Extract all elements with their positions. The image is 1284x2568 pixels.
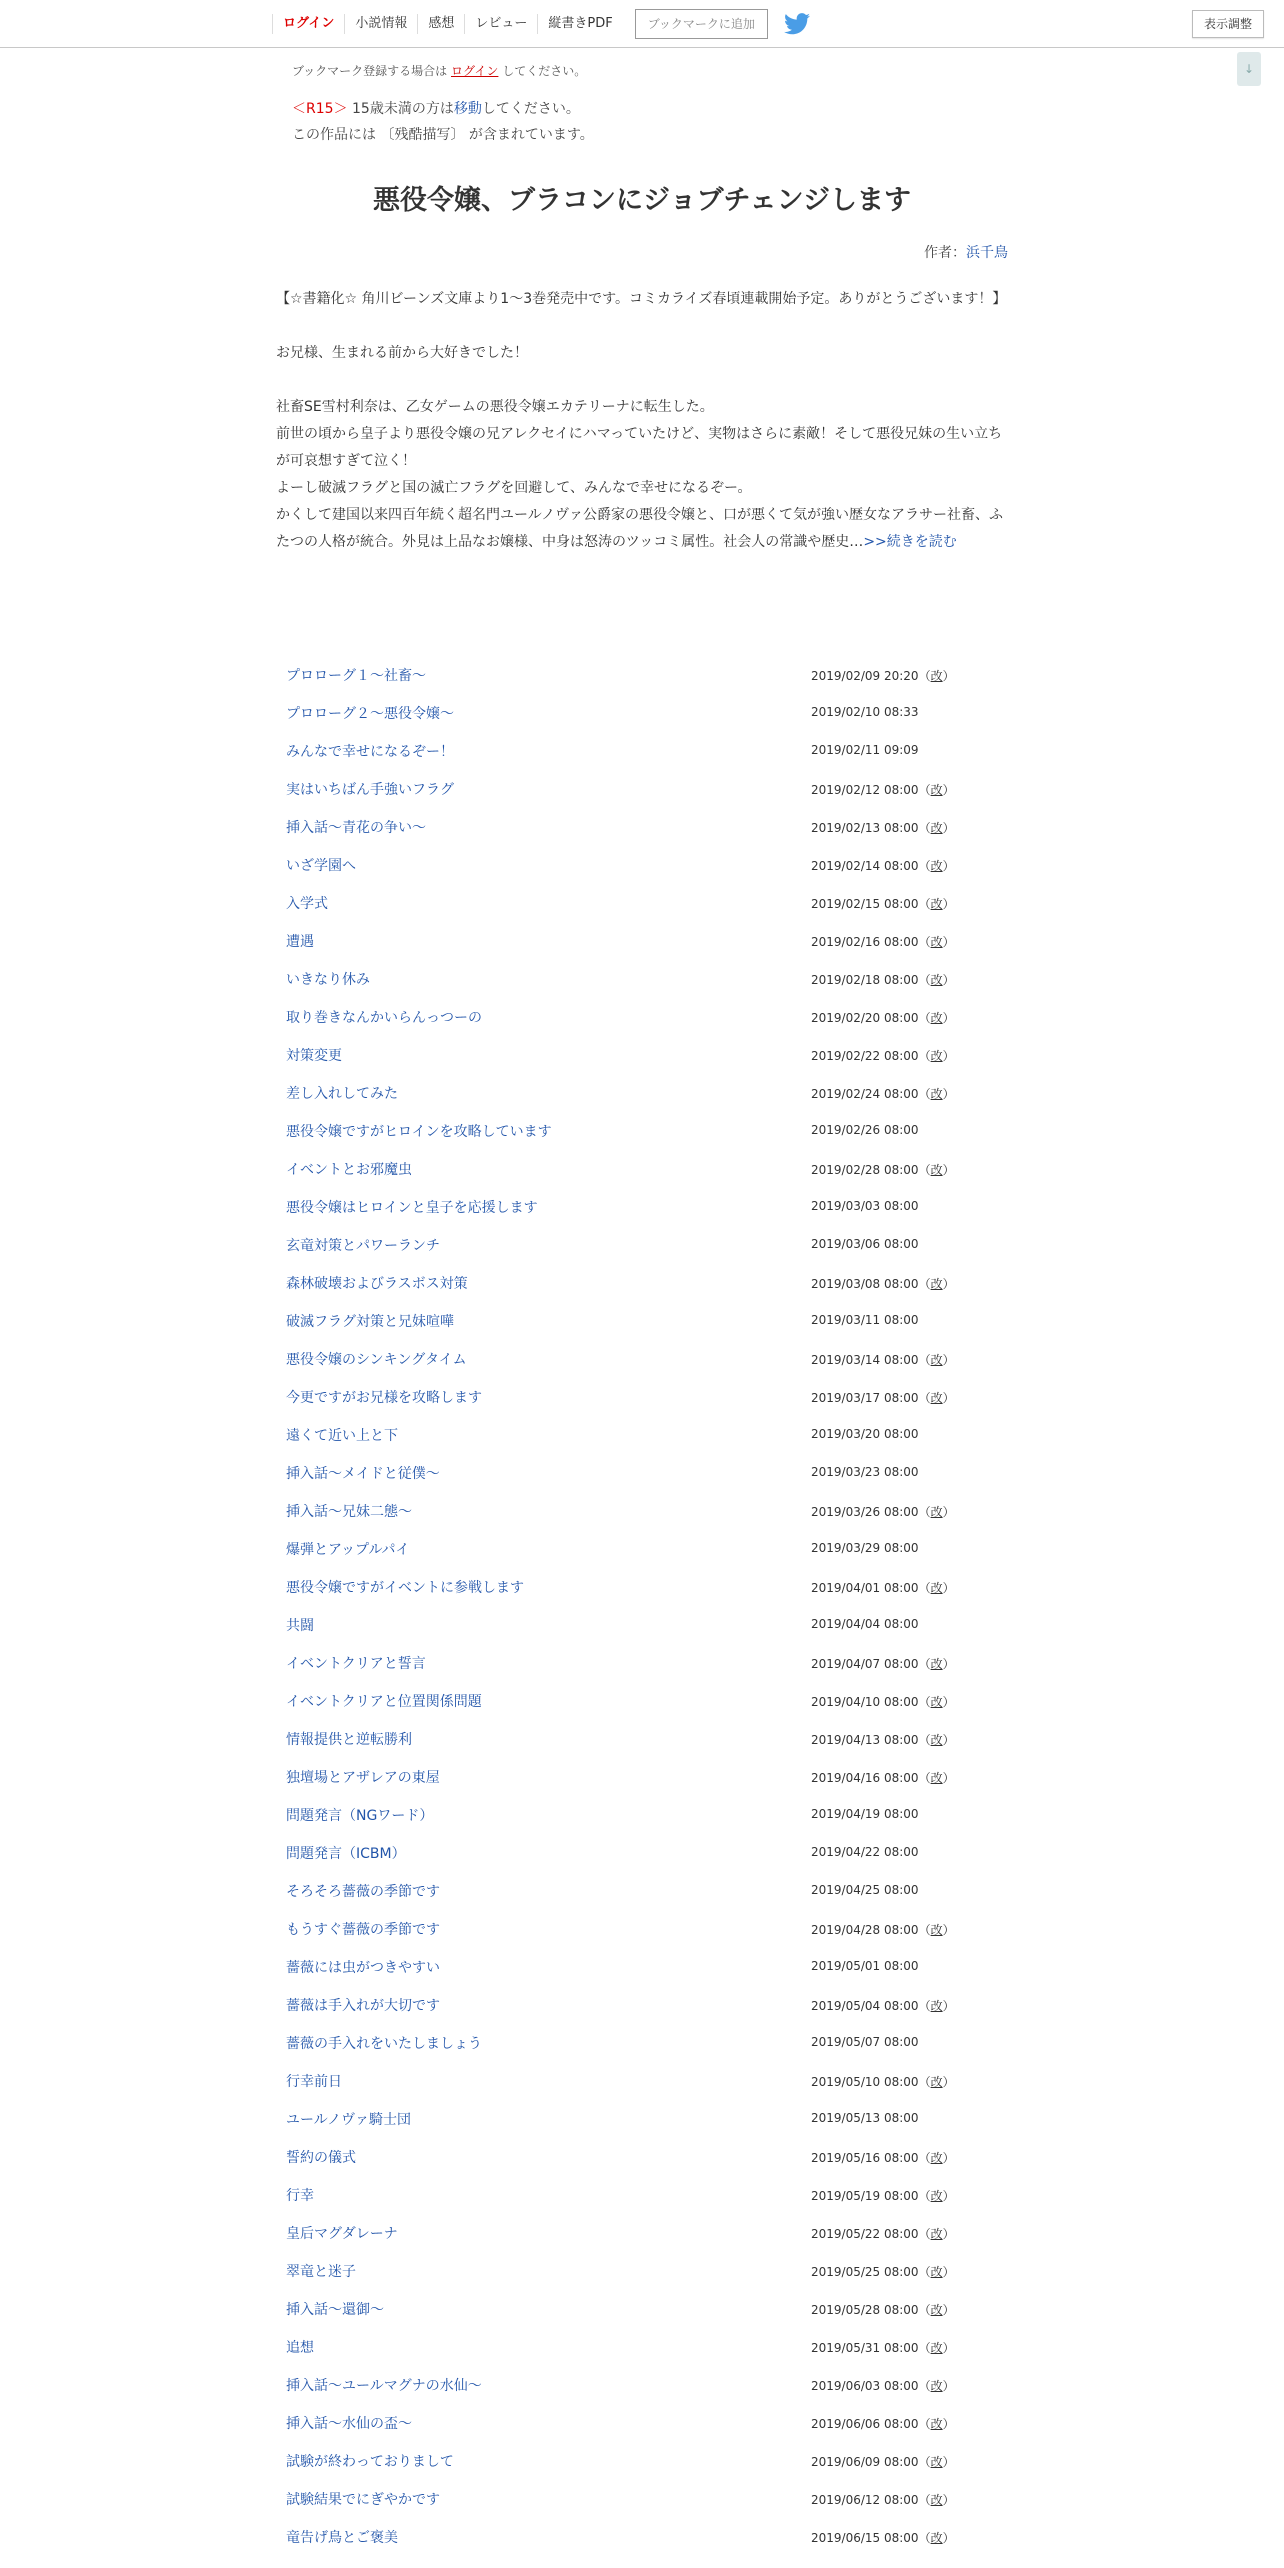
chapter-link[interactable]: 問題発言（ICBM） bbox=[286, 1846, 406, 1862]
chapter-row bbox=[276, 2413, 1008, 2451]
post-date: 2019/02/24 08:00 bbox=[811, 1087, 919, 1101]
author-line bbox=[700, 242, 1008, 262]
revision-link[interactable]: 改 bbox=[930, 2265, 943, 2279]
chapter-date bbox=[811, 1959, 919, 1973]
revision-link[interactable]: 改 bbox=[930, 669, 943, 683]
r15-text: 15歳未満の方は bbox=[352, 101, 454, 117]
chapter-date: 2019/04/01 08:00（改） bbox=[811, 1581, 955, 1595]
post-date: 2019/04/16 08:00 bbox=[811, 1771, 919, 1785]
chapter-date bbox=[811, 1199, 919, 1213]
revision-link[interactable]: 改 bbox=[930, 1581, 943, 1595]
chapter-row bbox=[276, 1121, 1008, 1159]
revision-link[interactable]: 改 bbox=[930, 1277, 943, 1291]
chapter-link[interactable]: イベントとお邪魔虫 bbox=[286, 1162, 412, 1178]
chapter-row bbox=[276, 1691, 1008, 1729]
post-date: 2019/03/14 08:00 bbox=[811, 1353, 919, 1367]
chapter-link[interactable]: 追想 bbox=[286, 2340, 314, 2356]
post-date: 2019/05/13 08:00 bbox=[811, 2111, 919, 2125]
chapter-date: 2019/06/09 08:00（改） bbox=[811, 2455, 955, 2469]
chapter-date: 2019/06/15 08:00（改） bbox=[811, 2531, 955, 2545]
post-date: 2019/05/22 08:00 bbox=[811, 2227, 919, 2241]
chapter-link[interactable]: 爆弾とアップルパイ bbox=[286, 1542, 410, 1558]
post-date: 2019/02/11 09:09 bbox=[811, 743, 919, 757]
chapter-link[interactable]: 独壇場とアザレアの東屋 bbox=[286, 1770, 440, 1786]
post-date: 2019/03/20 08:00 bbox=[811, 1427, 919, 1441]
revision-link[interactable]: 改 bbox=[930, 897, 943, 911]
chapter-row bbox=[276, 1007, 1008, 1045]
chapter-date: 2019/02/24 08:00（改） bbox=[811, 1087, 955, 1101]
nav-review-link[interactable]: レビュー bbox=[464, 14, 537, 34]
add-bookmark-button[interactable]: ブックマークに追加 bbox=[635, 9, 768, 39]
chapter-row bbox=[276, 1615, 1008, 1653]
chapter-date bbox=[811, 1883, 919, 1897]
synopsis-tagline: お兄様、生まれる前から大好きでした！ bbox=[276, 345, 528, 361]
chapter-row bbox=[276, 2375, 1008, 2413]
chapter-link[interactable]: いざ学園へ bbox=[286, 858, 356, 874]
revision-link[interactable]: 改 bbox=[930, 2151, 943, 2165]
post-date: 2019/04/01 08:00 bbox=[811, 1581, 919, 1595]
chapter-date: 2019/04/13 08:00（改） bbox=[811, 1733, 955, 1747]
chapter-row bbox=[276, 703, 1008, 741]
chapter-link[interactable]: 悪役令嬢はヒロインと皇子を応援します bbox=[286, 1200, 538, 1216]
chapter-link[interactable]: 誓約の儀式 bbox=[286, 2150, 356, 2166]
chapter-link[interactable]: 今更ですがお兄様を攻略します bbox=[286, 1390, 482, 1406]
chapter-row bbox=[276, 1235, 1008, 1273]
post-date: 2019/02/22 08:00 bbox=[811, 1049, 919, 1063]
chapter-date: 2019/05/22 08:00（改） bbox=[811, 2227, 955, 2241]
chapter-link[interactable]: もうすぐ薔薇の季節です bbox=[286, 1922, 440, 1938]
chapter-date bbox=[811, 1427, 919, 1441]
revision-link[interactable]: 改 bbox=[930, 1657, 943, 1671]
chapter-date: 2019/02/22 08:00（改） bbox=[811, 1049, 955, 1063]
chapter-date: 2019/04/10 08:00（改） bbox=[811, 1695, 955, 1709]
r15-move-link[interactable]: 移動 bbox=[453, 101, 482, 117]
synopsis-line bbox=[276, 502, 1008, 556]
post-date: 2019/02/16 08:00 bbox=[811, 935, 919, 949]
chapter-link[interactable]: 薔薇は手入れが大切です bbox=[286, 1998, 440, 2014]
chapter-link[interactable]: 森林破壊およびラスボス対策 bbox=[286, 1276, 468, 1292]
chapter-link[interactable]: 挿入話〜還御〜 bbox=[286, 2302, 384, 2318]
chapter-row bbox=[276, 1843, 1008, 1881]
chapter-link[interactable]: 対策変更 bbox=[286, 1048, 342, 1064]
chapter-link[interactable]: 問題発言（NGワード） bbox=[286, 1808, 434, 1824]
chapter-date bbox=[811, 1237, 919, 1251]
chapter-date: 2019/05/31 08:00（改） bbox=[811, 2341, 955, 2355]
chapter-date: 2019/02/14 08:00（改） bbox=[811, 859, 955, 873]
novel-title: 悪役令嬢、ブラコンにジョブチェンジします bbox=[373, 185, 911, 216]
post-date: 2019/06/06 08:00 bbox=[811, 2417, 919, 2431]
chapter-link[interactable]: 薔薇には虫がつきやすい bbox=[286, 1960, 440, 1976]
author-label: 作者： bbox=[924, 245, 966, 261]
chapter-row bbox=[276, 1083, 1008, 1121]
revision-link[interactable]: 改 bbox=[930, 1771, 943, 1785]
chapter-row bbox=[276, 2337, 1008, 2375]
chapter-row bbox=[276, 1881, 1008, 1919]
post-date: 2019/04/19 08:00 bbox=[811, 1807, 919, 1821]
post-date: 2019/03/29 08:00 bbox=[811, 1541, 919, 1555]
revision-link[interactable]: 改 bbox=[930, 2303, 943, 2317]
read-more-link[interactable]: >>続きを読む bbox=[863, 534, 957, 550]
post-date: 2019/03/23 08:00 bbox=[811, 1465, 919, 1479]
chapter-date: 2019/02/13 08:00（改） bbox=[811, 821, 955, 835]
chapter-date: 2019/03/17 08:00（改） bbox=[811, 1391, 955, 1405]
chapter-link[interactable]: みんなで幸せになるぞー！ bbox=[286, 744, 454, 760]
chapter-row bbox=[276, 1197, 1008, 1235]
chapter-date bbox=[811, 1465, 919, 1479]
chapter-row bbox=[276, 1311, 1008, 1349]
chapter-link[interactable]: 挿入話〜青花の争い〜 bbox=[286, 820, 426, 836]
revision-link[interactable]: 改 bbox=[930, 2189, 943, 2203]
chapter-link[interactable]: 差し入れしてみた bbox=[286, 1086, 398, 1102]
chapter-row bbox=[276, 2185, 1008, 2223]
chapter-link[interactable]: 挿入話～ユールマグナの水仙～ bbox=[286, 2378, 482, 2394]
chapter-row bbox=[276, 931, 1008, 969]
nav-vertical-pdf-link[interactable]: 縦書きPDF bbox=[537, 14, 622, 34]
chapter-date: 2019/02/09 20:20（改） bbox=[811, 669, 955, 683]
chapter-date: 2019/04/16 08:00（改） bbox=[811, 1771, 955, 1785]
synopsis-line: よーし破滅フラグと国の滅亡フラグを回避して、みんなで幸せになるぞー。 bbox=[276, 480, 752, 496]
revision-link[interactable]: 改 bbox=[930, 1391, 943, 1405]
chapter-row bbox=[276, 1653, 1008, 1691]
post-date: 2019/04/28 08:00 bbox=[811, 1923, 919, 1937]
chapter-link[interactable]: 試験結果でにぎやかです bbox=[286, 2492, 440, 2508]
chapter-date: 2019/05/04 08:00（改） bbox=[811, 1999, 955, 2013]
chapter-link[interactable]: 行幸前日 bbox=[286, 2074, 342, 2090]
revision-link[interactable]: 改 bbox=[930, 1353, 943, 1367]
post-date: 2019/04/07 08:00 bbox=[811, 1657, 919, 1671]
chapter-link[interactable]: 竜告げ鳥とご褒美 bbox=[286, 2530, 398, 2546]
chapter-row bbox=[276, 1045, 1008, 1083]
chapter-date bbox=[811, 2111, 919, 2125]
chapter-date bbox=[811, 1807, 919, 1821]
post-date: 2019/02/14 08:00 bbox=[811, 859, 919, 873]
revision-link[interactable]: 改 bbox=[930, 2493, 943, 2507]
post-date: 2019/03/08 08:00 bbox=[811, 1277, 919, 1291]
chapter-row bbox=[276, 2451, 1008, 2489]
post-date: 2019/04/13 08:00 bbox=[811, 1733, 919, 1747]
chapter-row bbox=[276, 1539, 1008, 1577]
chapter-row bbox=[276, 2527, 1008, 2565]
chapter-row bbox=[276, 2261, 1008, 2299]
chapter-link[interactable]: 試験が終わっておりまして bbox=[286, 2454, 454, 2470]
revision-link[interactable]: 改 bbox=[930, 1087, 943, 1101]
post-date: 2019/02/09 20:20 bbox=[811, 669, 919, 683]
revision-link[interactable]: 改 bbox=[930, 1695, 943, 1709]
post-date: 2019/05/19 08:00 bbox=[811, 2189, 919, 2203]
revision-link[interactable]: 改 bbox=[930, 935, 943, 949]
post-date: 2019/05/07 08:00 bbox=[811, 2035, 919, 2049]
chapter-link[interactable]: 実はいちばん手強いフラグ bbox=[286, 782, 454, 798]
chapter-date: 2019/03/08 08:00（改） bbox=[811, 1277, 955, 1291]
synopsis-line: 社畜SE雪村利奈は、乙女ゲームの悪役令嬢エカテリーナに転生した。 bbox=[276, 399, 714, 415]
notice-suffix: してください。 bbox=[502, 64, 587, 78]
revision-link[interactable]: 改 bbox=[930, 1011, 943, 1025]
chapter-row bbox=[276, 2033, 1008, 2071]
chapter-date: 2019/06/12 08:00（改） bbox=[811, 2493, 955, 2507]
chapter-row bbox=[276, 779, 1008, 817]
bookmark-login-notice bbox=[292, 62, 586, 79]
chapter-row bbox=[276, 1273, 1008, 1311]
post-date: 2019/04/25 08:00 bbox=[811, 1883, 919, 1897]
revision-link[interactable]: 改 bbox=[930, 2227, 943, 2241]
chapter-date bbox=[811, 1617, 919, 1631]
chapter-row bbox=[276, 1387, 1008, 1425]
r15-tag: ＜R15＞ bbox=[292, 101, 348, 117]
chapter-link[interactable]: 挿入話〜兄妹二態〜 bbox=[286, 1504, 412, 1520]
chapter-row bbox=[276, 1957, 1008, 1995]
post-date: 2019/06/12 08:00 bbox=[811, 2493, 919, 2507]
chapter-date: 2019/06/06 08:00（改） bbox=[811, 2417, 955, 2431]
post-date: 2019/03/11 08:00 bbox=[811, 1313, 919, 1327]
revision-link[interactable]: 改 bbox=[930, 2531, 943, 2545]
chapter-date: 2019/05/25 08:00（改） bbox=[811, 2265, 955, 2279]
post-date: 2019/03/26 08:00 bbox=[811, 1505, 919, 1519]
chapter-row bbox=[276, 1805, 1008, 1843]
synopsis-line: 前世の頃から皇子より悪役令嬢の兄アレクセイにハマっていたけど、実物はさらに素敵！そして悪役兄妹の生い立ちが可哀想すぎて泣く！ bbox=[276, 426, 1003, 469]
chapter-row bbox=[276, 1425, 1008, 1463]
chapter-date: 2019/02/16 08:00（改） bbox=[811, 935, 955, 949]
chapter-row bbox=[276, 1159, 1008, 1197]
chapter-row bbox=[276, 1729, 1008, 1767]
revision-link[interactable]: 改 bbox=[930, 2455, 943, 2469]
post-date: 2019/03/17 08:00 bbox=[811, 1391, 919, 1405]
chapter-row bbox=[276, 2223, 1008, 2261]
chapter-date bbox=[811, 1845, 919, 1859]
chapter-row bbox=[276, 2109, 1008, 2147]
chapter-row bbox=[276, 2489, 1008, 2527]
top-header bbox=[0, 0, 1284, 48]
revision-link[interactable]: 改 bbox=[930, 2417, 943, 2431]
chapter-date: 2019/05/10 08:00（改） bbox=[811, 2075, 955, 2089]
chapter-date: 2019/03/26 08:00（改） bbox=[811, 1505, 955, 1519]
post-date: 2019/04/10 08:00 bbox=[811, 1695, 919, 1709]
revision-link[interactable]: 改 bbox=[930, 1163, 943, 1177]
synopsis-text: かくして建国以来四百年続く超名門ユールノヴァ公爵家の悪役令嬢と、口が悪くて気が強い歴女なアラサー社畜、ふたつの人格が統合。外見は上品なお嬢様、中身は怒涛のツッコミ属性。社会人の常識や歴史… bbox=[276, 507, 1004, 550]
chapter-link[interactable]: 悪役令嬢ですがイベントに参戦します bbox=[286, 1580, 524, 1596]
chapter-date: 2019/04/07 08:00（改） bbox=[811, 1657, 955, 1671]
chapter-date bbox=[811, 2035, 919, 2049]
chapter-link[interactable]: 薔薇の手入れをいたしましょう bbox=[286, 2036, 482, 2052]
post-date: 2019/02/18 08:00 bbox=[811, 973, 919, 987]
r15-notice bbox=[292, 98, 580, 118]
post-date: 2019/05/10 08:00 bbox=[811, 2075, 919, 2089]
chapter-row bbox=[276, 1349, 1008, 1387]
chapter-link[interactable]: イベントクリアと誓言 bbox=[286, 1656, 426, 1672]
chapter-link[interactable]: 共闘 bbox=[286, 1618, 314, 1634]
chapter-link[interactable]: ユールノヴァ騎士団 bbox=[286, 2112, 412, 2128]
chapter-row bbox=[276, 665, 1008, 703]
chapter-link[interactable]: 入学式 bbox=[286, 896, 328, 912]
revision-link[interactable]: 改 bbox=[930, 1733, 943, 1747]
chapter-row bbox=[276, 2147, 1008, 2185]
chapter-link[interactable]: 悪役令嬢ですがヒロインを攻略しています bbox=[286, 1124, 552, 1140]
synopsis bbox=[276, 286, 1008, 556]
chapter-link[interactable]: 情報提供と逆転勝利 bbox=[286, 1732, 412, 1748]
revision-link[interactable]: 改 bbox=[930, 2379, 943, 2393]
chapter-date: 2019/02/15 08:00（改） bbox=[811, 897, 955, 911]
chapter-link[interactable]: 取り巻きなんかいらんっつーの bbox=[286, 1010, 482, 1026]
chapter-row bbox=[276, 2071, 1008, 2109]
chapter-date bbox=[811, 1313, 919, 1327]
chapter-link[interactable]: プロローグ２～悪役令嬢〜 bbox=[286, 706, 454, 722]
post-date: 2019/04/22 08:00 bbox=[811, 1845, 919, 1859]
nav-login-link[interactable]: ログイン bbox=[272, 14, 344, 34]
nav-novel-info-link[interactable]: 小説情報 bbox=[344, 14, 417, 34]
revision-link[interactable]: 改 bbox=[930, 1999, 943, 2013]
content-warning: この作品には 〔残酷描写〕 が含まれています。 bbox=[292, 127, 594, 143]
chapter-link[interactable]: 遠くて近い上と下 bbox=[286, 1428, 398, 1444]
post-date: 2019/03/03 08:00 bbox=[811, 1199, 919, 1213]
nav-impressions-link[interactable]: 感想 bbox=[417, 14, 464, 34]
post-date: 2019/05/01 08:00 bbox=[811, 1959, 919, 1973]
chapter-row bbox=[276, 1995, 1008, 2033]
chapter-link[interactable]: いきなり休み bbox=[286, 972, 370, 988]
post-date: 2019/05/16 08:00 bbox=[811, 2151, 919, 2165]
chapter-row bbox=[276, 817, 1008, 855]
chapter-row bbox=[276, 1463, 1008, 1501]
post-date: 2019/02/10 08:33 bbox=[811, 705, 919, 719]
post-date: 2019/02/20 08:00 bbox=[811, 1011, 919, 1025]
chapter-link[interactable]: 玄竜対策とパワーランチ bbox=[286, 1238, 440, 1254]
r15-text-suffix: してください。 bbox=[481, 101, 580, 117]
chapter-date: 2019/05/28 08:00（改） bbox=[811, 2303, 955, 2317]
post-date: 2019/04/04 08:00 bbox=[811, 1617, 919, 1631]
chapter-date: 2019/02/12 08:00（改） bbox=[811, 783, 955, 797]
revision-link[interactable]: 改 bbox=[930, 973, 943, 987]
revision-link[interactable]: 改 bbox=[930, 1049, 943, 1063]
revision-link[interactable]: 改 bbox=[930, 821, 943, 835]
chapter-date bbox=[811, 1123, 919, 1137]
chapter-row bbox=[276, 741, 1008, 779]
chapter-date: 2019/02/20 08:00（改） bbox=[811, 1011, 955, 1025]
scroll-down-button[interactable]: ↓ bbox=[1237, 52, 1261, 86]
synopsis-publication: 【☆書籍化☆ 角川ビーンズ文庫より1〜3巻発売中です。コミカライズ春頃連載開始予定。ありがとうございます！】 bbox=[276, 291, 1007, 307]
post-date: 2019/03/06 08:00 bbox=[811, 1237, 919, 1251]
chapter-row bbox=[276, 969, 1008, 1007]
chapter-row bbox=[276, 1919, 1008, 1957]
chapter-date: 2019/03/14 08:00（改） bbox=[811, 1353, 955, 1367]
revision-link[interactable]: 改 bbox=[930, 2341, 943, 2355]
chapter-date bbox=[811, 705, 919, 719]
chapter-date bbox=[811, 1541, 919, 1555]
chapter-link[interactable]: 遭遇 bbox=[286, 934, 314, 950]
chapter-date: 2019/05/19 08:00（改） bbox=[811, 2189, 955, 2203]
chapter-date: 2019/02/28 08:00（改） bbox=[811, 1163, 955, 1177]
post-date: 2019/06/09 08:00 bbox=[811, 2455, 919, 2469]
post-date: 2019/05/04 08:00 bbox=[811, 1999, 919, 2013]
chapter-link[interactable]: 行幸 bbox=[286, 2188, 314, 2204]
chapter-link[interactable]: 悪役令嬢のシンキングタイム bbox=[286, 1352, 467, 1368]
display-settings-button[interactable]: 表示調整 bbox=[1192, 10, 1264, 38]
chapter-date: 2019/05/16 08:00（改） bbox=[811, 2151, 955, 2165]
revision-link[interactable]: 改 bbox=[930, 783, 943, 797]
chapter-link[interactable]: 挿入話～水仙の盃～ bbox=[286, 2416, 412, 2432]
chapter-date bbox=[811, 743, 919, 757]
chapter-link[interactable]: そろそろ薔薇の季節です bbox=[286, 1884, 440, 1900]
post-date: 2019/05/25 08:00 bbox=[811, 2265, 919, 2279]
twitter-icon[interactable] bbox=[784, 13, 810, 35]
chapter-link[interactable]: 翠竜と迷子 bbox=[286, 2264, 356, 2280]
post-date: 2019/02/15 08:00 bbox=[811, 897, 919, 911]
post-date: 2019/06/03 08:00 bbox=[811, 2379, 919, 2393]
post-date: 2019/02/28 08:00 bbox=[811, 1163, 919, 1177]
chapter-list bbox=[276, 665, 1008, 2565]
chapter-row bbox=[276, 855, 1008, 893]
chapter-date: 2019/06/03 08:00（改） bbox=[811, 2379, 955, 2393]
chapter-date: 2019/02/18 08:00（改） bbox=[811, 973, 955, 987]
post-date: 2019/02/26 08:00 bbox=[811, 1123, 919, 1137]
chapter-date: 2019/04/28 08:00（改） bbox=[811, 1923, 955, 1937]
post-date: 2019/06/15 08:00 bbox=[811, 2531, 919, 2545]
post-date: 2019/05/28 08:00 bbox=[811, 2303, 919, 2317]
chapter-row bbox=[276, 1767, 1008, 1805]
revision-link[interactable]: 改 bbox=[930, 1923, 943, 1937]
post-date: 2019/02/12 08:00 bbox=[811, 783, 919, 797]
chapter-row bbox=[276, 1501, 1008, 1539]
notice-prefix: ブックマーク登録する場合は bbox=[292, 64, 448, 78]
revision-link[interactable]: 改 bbox=[930, 2075, 943, 2089]
chapter-link[interactable]: 皇后マグダレーナ bbox=[286, 2226, 398, 2242]
chapter-link[interactable]: プロローグ１～社畜〜 bbox=[286, 668, 426, 684]
chapter-link[interactable]: 破滅フラグ対策と兄妹喧嘩 bbox=[286, 1314, 454, 1330]
author-link[interactable]: 浜千鳥 bbox=[966, 245, 1008, 261]
revision-link[interactable]: 改 bbox=[930, 859, 943, 873]
chapter-row bbox=[276, 2299, 1008, 2337]
post-date: 2019/05/31 08:00 bbox=[811, 2341, 919, 2355]
notice-login-link[interactable]: ログイン bbox=[451, 64, 499, 78]
chapter-link[interactable]: 挿入話〜メイドと従僕〜 bbox=[286, 1466, 440, 1482]
chapter-row bbox=[276, 1577, 1008, 1615]
revision-link[interactable]: 改 bbox=[930, 1505, 943, 1519]
chapter-row bbox=[276, 893, 1008, 931]
post-date: 2019/02/13 08:00 bbox=[811, 821, 919, 835]
top-nav bbox=[272, 0, 810, 47]
chapter-link[interactable]: イベントクリアと位置関係問題 bbox=[286, 1694, 482, 1710]
